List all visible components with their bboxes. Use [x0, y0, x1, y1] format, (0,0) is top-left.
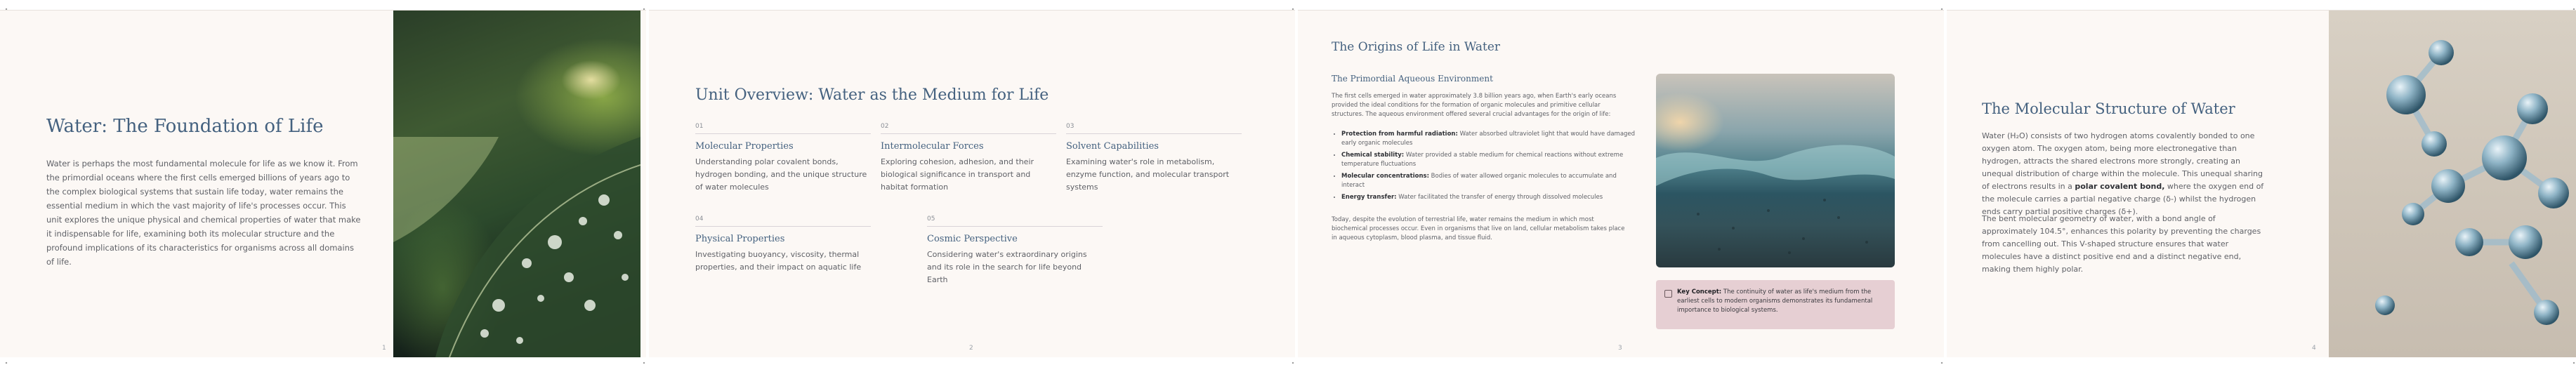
page-number: 4 — [2312, 345, 2316, 352]
card-title: Solvent Capabilities — [1066, 141, 1159, 152]
card-description: Considering water's extraordinary origins and its role in the search for life beyond Earth — [927, 250, 1087, 284]
advantages-list — [1332, 130, 1636, 205]
structure-paragraph — [1982, 130, 2270, 218]
callout-body: The continuity of water as life's medium from the earliest cells to modern organisms demonstrates its fundamental importance to biological systems. — [1677, 288, 1873, 314]
paragraph-text: where the oxygen end of the molecule carries a partial negative charge (δ-) whilst the hydrogen ends carry partial positive charges (δ+). — [1982, 182, 2264, 216]
card-number: 02 — [881, 123, 1056, 134]
list-item-text: Water provided a stable medium for chemical reactions without extreme temperature fluctuations — [1341, 152, 1624, 168]
card-title: Cosmic Perspective — [927, 234, 1018, 244]
intro-paragraph: The first cells emerged in water approximately 3.8 billion years ago, when Earth's early oceans provided the ideal conditions for the formation of organic molecules and primitive cellular structures. The aqueous environment offered several crucial advantages for the origin of life: — [1332, 93, 1617, 118]
checkbox-icon — [1664, 290, 1672, 298]
overview-card — [1066, 123, 1242, 194]
page-number: 3 — [1618, 345, 1622, 352]
slide-3[interactable] — [1298, 10, 1944, 357]
list-item — [1341, 130, 1636, 148]
section-subtitle: The Primordial Aqueous Environment — [1332, 74, 1493, 84]
card-description: Examining water's role in metabolism, enzyme function, and molecular transport systems — [1066, 157, 1230, 192]
page-number: 2 — [969, 345, 973, 352]
slide-title: Water: The Foundation of Life — [46, 116, 324, 137]
paragraph-emphasis: polar covalent bond, — [2075, 182, 2165, 191]
card-title: Intermolecular Forces — [881, 141, 984, 152]
list-item-term: Energy transfer: — [1341, 194, 1397, 201]
card-number: 05 — [927, 215, 1103, 227]
list-item-text: Water facilitated the transfer of energy through dissolved molecules — [1398, 194, 1603, 201]
list-item-text: Water absorbed ultraviolet light that would have damaged early organic molecules — [1341, 131, 1636, 147]
slide-4[interactable] — [1947, 10, 2576, 357]
list-item — [1341, 193, 1636, 202]
closing-paragraph: Today, despite the evolution of terrestrial life, water remains the medium in which most biochemical processes occur. Even in organisms that live on land, cellular metabolism takes place in aqueous cytoplasm, blood plasma, and tissue fluid. — [1332, 216, 1625, 241]
card-title: Physical Properties — [695, 234, 785, 244]
water-molecule-model-image — [2329, 11, 2576, 357]
list-item-term: Chemical stability: — [1341, 152, 1405, 159]
card-description: Understanding polar covalent bonds, hydrogen bonding, and the unique structure of water molecules — [695, 157, 867, 192]
slide-1[interactable] — [0, 10, 646, 357]
overview-card — [881, 123, 1056, 194]
slide-2[interactable] — [649, 10, 1295, 357]
list-item — [1341, 172, 1636, 190]
slide-title: The Molecular Structure of Water — [1982, 100, 2235, 117]
list-item-term: Protection from harmful radiation: — [1341, 131, 1458, 138]
card-number: 01 — [695, 123, 871, 134]
card-title: Molecular Properties — [695, 141, 794, 152]
callout-text — [1677, 288, 1885, 315]
paragraph-text: Water (H₂O) consists of two hydrogen atoms covalently bonded to one oxygen atom. The oxygen atom, being more electronegative than hydrogen, attracts the shared electrons more strongly, creating an unequal distribution of charge within the molecule. This unequal sharing of electrons results in a — [1982, 131, 2263, 191]
page-number: 1 — [382, 345, 386, 352]
list-item — [1341, 151, 1636, 169]
slide-title: The Origins of Life in Water — [1332, 40, 1501, 54]
leaf-water-droplets-image — [393, 11, 640, 357]
card-number: 04 — [695, 215, 871, 227]
overview-card — [927, 215, 1103, 286]
list-item-text: Bodies of water allowed organic molecules to accumulate and interact — [1341, 173, 1617, 189]
card-description: Investigating buoyancy, viscosity, thermal properties, and their impact on aquatic life — [695, 250, 862, 272]
intro-paragraph: Water is perhaps the most fundamental molecule for life as we know it. From the primordial oceans where the first cells emerged billions of years ago to the complex biological systems that sustain life today, water remains the essential medium in which the vast majority of life's processes occur. This unit explores the unique physical and chemical properties of water that make it indispensable for life, examining both its molecular structure and the profound implications of its characteristics for organisms across all domains of life. — [46, 159, 361, 267]
ocean-underwater-image — [1656, 74, 1895, 267]
geometry-paragraph: The bent molecular geometry of water, with a bond angle of approximately 104.5°, enhances this polarity by preventing the charges from cancelling out. This V-shaped structure ensures that water molecules have a distinct positive end and a distinct negative end, making them highly polar. — [1982, 214, 2261, 274]
key-concept-callout — [1656, 280, 1895, 329]
card-description: Exploring cohesion, adhesion, and their biological significance in transport and habitat formation — [881, 157, 1034, 192]
slide-title: Unit Overview: Water as the Medium for Life — [695, 86, 1049, 104]
overview-card — [695, 215, 871, 274]
overview-card — [695, 123, 871, 194]
list-item-term: Molecular concentrations: — [1341, 173, 1429, 180]
card-number: 03 — [1066, 123, 1242, 134]
callout-label: Key Concept: — [1677, 288, 1722, 296]
